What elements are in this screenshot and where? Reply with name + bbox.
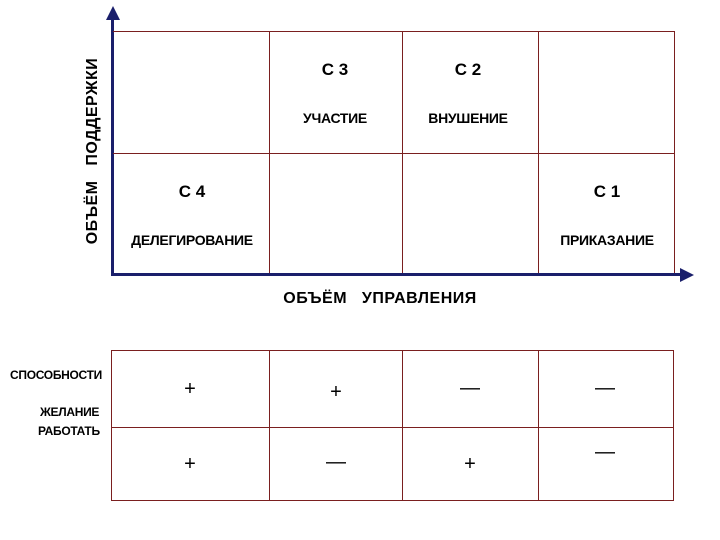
style-c3-name: УЧАСТИЕ (303, 110, 367, 126)
grid-middle-line (113, 153, 675, 154)
table-cell-sign: — (595, 377, 615, 399)
grid-divider-3 (538, 31, 539, 273)
table-right-line (673, 350, 674, 501)
y-axis-title: ОБЪЁМ ПОДДЕРЖКИ (84, 57, 101, 245)
style-c2-name: ВНУШЕНИЕ (428, 110, 508, 126)
row-label-willingness-line2: РАБОТАТЬ (38, 424, 100, 438)
table-cell-sign: — (326, 451, 346, 473)
style-c1-name: ПРИКАЗАНИЕ (560, 232, 654, 248)
grid-right-line (674, 31, 675, 273)
table-cell-sign: + (464, 453, 476, 475)
grid-divider-1 (269, 31, 270, 273)
table-col-divider-1 (269, 350, 270, 501)
row-label-willingness-line1: ЖЕЛАНИЕ (40, 405, 100, 419)
grid-divider-2 (402, 31, 403, 273)
style-c4-code: С 4 (178, 182, 206, 201)
table-left-line (111, 350, 112, 501)
table-cell-sign: + (184, 453, 196, 475)
x-axis (111, 273, 683, 276)
table-cell-sign: — (460, 377, 480, 399)
y-axis (111, 14, 114, 276)
table-bottom-line (111, 500, 674, 501)
y-axis-arrow (105, 6, 121, 20)
table-middle-line (111, 427, 674, 428)
table-col-divider-2 (402, 350, 403, 501)
table-cell-sign: + (184, 378, 196, 400)
style-c4-name: ДЕЛЕГИРОВАНИЕ (131, 232, 253, 248)
grid-top-line (113, 31, 675, 32)
x-axis-arrow (680, 267, 694, 283)
table-cell-sign: — (595, 441, 615, 463)
table-col-divider-3 (538, 350, 539, 501)
x-axis-title: ОБЪЁМ УПРАВЛЕНИЯ (283, 290, 477, 307)
row-label-ability: СПОСОБНОСТИ (10, 368, 102, 382)
style-c3-code: С 3 (321, 60, 349, 79)
table-cell-sign: + (330, 381, 342, 403)
table-top-line (111, 350, 674, 351)
style-c2-code: С 2 (454, 60, 482, 79)
style-c1-code: С 1 (593, 182, 621, 201)
